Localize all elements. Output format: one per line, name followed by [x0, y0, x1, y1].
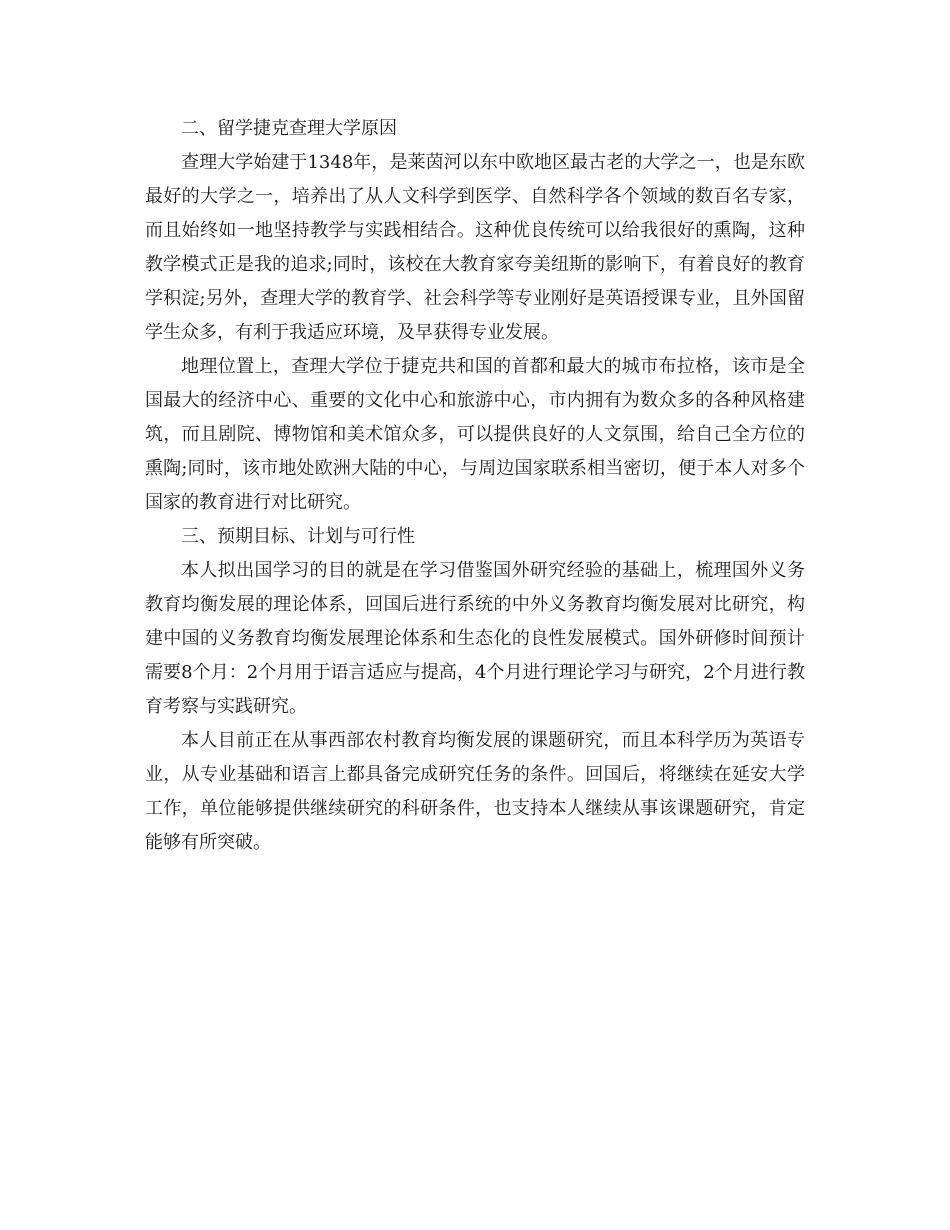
- section-heading-goals: 三、预期目标、计划与可行性: [181, 526, 415, 547]
- paragraph-location: 地理位置上，查理大学位于捷克共和国的首都和最大的城市布拉格，该市是全国最大的经济中心、重要的文化中心和旅游中心，市内拥有为数众多的各种风格建筑，而且剧院、博物馆和美术馆众多，可以提供良好的人文氛围，给自己全方位的熏陶;同时，该市地处欧洲大陆的中心，与周边国家联系相当密切，便于本人对多个国家的教育进行对比研究。: [145, 356, 805, 513]
- paragraph-study-plan: 本人拟出国学习的目的就是在学习借鉴国外研究经验的基础上，梳理国外义务教育均衡发展的理论体系，回国后进行系统的中外义务教育均衡发展对比研究，构建中国的义务教育均衡发展理论体系和生态化的良性发展模式。国外研修时间预计需要8个月：2个月用于语言适应与提高，4个月进行理论学习与研究，2个月进行教育考察与实践研究。: [145, 560, 805, 717]
- document-body: [145, 112, 805, 860]
- paragraph-feasibility: 本人目前正在从事西部农村教育均衡发展的课题研究，而且本科学历为英语专业，从专业基础和语言上都具备完成研究任务的条件。回国后，将继续在延安大学工作，单位能够提供继续研究的科研条件，也支持本人继续从事该课题研究，肯定能够有所突破。: [145, 730, 805, 853]
- section-heading-reasons: 二、留学捷克查理大学原因: [181, 118, 397, 139]
- paragraph-charles-university: 查理大学始建于1348年，是莱茵河以东中欧地区最古老的大学之一，也是东欧最好的大学之一，培养出了从人文科学到医学、自然科学各个领域的数百名专家，而且始终如一地坚持教学与实践相结合。这种优良传统可以给我很好的熏陶，这种教学模式正是我的追求;同时，该校在大教育家夸美纽斯的影响下，有着良好的教育学积淀;另外，查理大学的教育学、社会科学等专业刚好是英语授课专业，且外国留学生众多，有利于我适应环境，及早获得专业发展。: [145, 152, 805, 343]
